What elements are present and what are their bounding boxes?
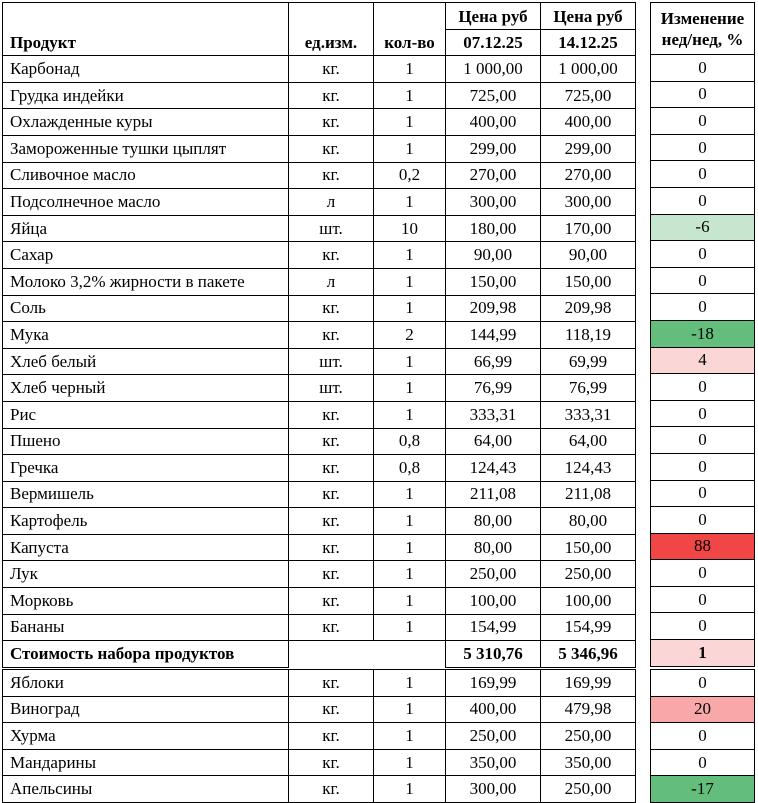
qty-cell: 1	[374, 588, 446, 615]
qty-cell: 1	[374, 696, 446, 723]
change-cell: 0	[651, 586, 755, 613]
change-cell: -6	[651, 214, 755, 241]
price2-cell: 76,99	[541, 375, 636, 402]
change-cell: 0	[651, 453, 755, 480]
total-label: Стоимость набора продуктов	[3, 641, 289, 668]
qty-cell: 1	[374, 534, 446, 561]
change-row	[651, 214, 755, 241]
change-cell: -18	[651, 320, 755, 347]
table-row	[3, 723, 636, 750]
unit-cell: кг.	[289, 508, 374, 535]
price2-cell: 90,00	[541, 242, 636, 269]
unit-cell: кг.	[289, 162, 374, 189]
table-row	[3, 561, 636, 588]
unit-cell: кг.	[289, 614, 374, 641]
fruits-table	[2, 669, 636, 803]
price2-cell: 209,98	[541, 295, 636, 322]
price2-cell: 250,00	[541, 776, 636, 803]
qty-cell: 1	[374, 401, 446, 428]
table-row	[3, 455, 636, 482]
change-cell: 0	[651, 507, 755, 534]
price1-cell: 90,00	[446, 242, 541, 269]
header-change	[651, 3, 755, 55]
change-cell: 0	[651, 560, 755, 587]
price1-cell: 400,00	[446, 109, 541, 136]
product-name: Бананы	[3, 614, 289, 641]
change-cell: 0	[651, 670, 755, 697]
change-row	[651, 347, 755, 374]
qty-cell: 1	[374, 242, 446, 269]
table-row	[3, 268, 636, 295]
price1-cell: 124,43	[446, 455, 541, 482]
qty-cell: 1	[374, 56, 446, 83]
change-row	[651, 507, 755, 534]
price1-cell: 66,99	[446, 348, 541, 375]
product-name: Подсолнечное масло	[3, 189, 289, 216]
price1-cell: 250,00	[446, 723, 541, 750]
unit-cell: л	[289, 268, 374, 295]
unit-cell: кг.	[289, 322, 374, 349]
qty-cell: 1	[374, 776, 446, 803]
change-cell: 0	[651, 134, 755, 161]
price2-cell: 300,00	[541, 189, 636, 216]
change-row	[651, 696, 755, 723]
price2-cell: 170,00	[541, 215, 636, 242]
change-row	[651, 187, 755, 214]
table-row	[3, 749, 636, 776]
price1-cell: 299,00	[446, 135, 541, 162]
qty-cell: 1	[374, 295, 446, 322]
change-row	[651, 560, 755, 587]
change-table	[650, 2, 755, 667]
qty-cell: 0,2	[374, 162, 446, 189]
unit-cell: л	[289, 189, 374, 216]
change-cell: -17	[651, 776, 755, 803]
price1-cell: 209,98	[446, 295, 541, 322]
price1-cell: 169,99	[446, 670, 541, 697]
change-cell: 0	[651, 81, 755, 108]
qty-cell: 1	[374, 348, 446, 375]
product-name: Капуста	[3, 534, 289, 561]
change-cell: 0	[651, 749, 755, 776]
qty-cell: 1	[374, 135, 446, 162]
price2-cell: 299,00	[541, 135, 636, 162]
table-row	[3, 375, 636, 402]
qty-cell: 1	[374, 614, 446, 641]
change-row	[651, 161, 755, 188]
price2-cell: 1 000,00	[541, 56, 636, 83]
qty-cell: 1	[374, 82, 446, 109]
table-row	[3, 588, 636, 615]
header-price2-label: Цена руб	[541, 3, 636, 30]
table-row	[3, 82, 636, 109]
table-row	[3, 135, 636, 162]
price1-cell: 1 000,00	[446, 56, 541, 83]
change-cell: 0	[651, 427, 755, 454]
change-row	[651, 108, 755, 135]
change-row	[651, 320, 755, 347]
product-name: Вермишель	[3, 481, 289, 508]
header-change-line1: Изменение	[660, 8, 745, 28]
product-name: Замороженные тушки цыплят	[3, 135, 289, 162]
header-qty: кол-во	[374, 3, 446, 56]
product-name: Молоко 3,2% жирности в пакете	[3, 268, 289, 295]
change-row	[651, 453, 755, 480]
product-name: Сливочное масло	[3, 162, 289, 189]
qty-cell: 0,8	[374, 428, 446, 455]
qty-cell: 1	[374, 481, 446, 508]
unit-cell: кг.	[289, 696, 374, 723]
price2-cell: 80,00	[541, 508, 636, 535]
unit-cell: кг.	[289, 109, 374, 136]
qty-cell: 1	[374, 109, 446, 136]
table-row	[3, 776, 636, 803]
price2-cell: 350,00	[541, 749, 636, 776]
change-row	[651, 533, 755, 560]
unit-cell: кг.	[289, 428, 374, 455]
product-name: Лук	[3, 561, 289, 588]
total-row	[3, 641, 636, 668]
qty-cell: 1	[374, 561, 446, 588]
change-cell: 20	[651, 696, 755, 723]
product-name: Охлажденные куры	[3, 109, 289, 136]
change-row	[651, 776, 755, 803]
price1-cell: 180,00	[446, 215, 541, 242]
qty-cell: 1	[374, 375, 446, 402]
price2-cell: 150,00	[541, 534, 636, 561]
price1-cell: 64,00	[446, 428, 541, 455]
unit-cell: кг.	[289, 481, 374, 508]
product-name: Яблоки	[3, 670, 289, 697]
change-cell: 0	[651, 480, 755, 507]
change-row	[651, 586, 755, 613]
product-name: Морковь	[3, 588, 289, 615]
unit-cell: кг.	[289, 588, 374, 615]
product-name: Хлеб белый	[3, 348, 289, 375]
price1-cell: 76,99	[446, 375, 541, 402]
unit-cell: шт.	[289, 215, 374, 242]
product-name: Сахар	[3, 242, 289, 269]
price1-cell: 80,00	[446, 508, 541, 535]
unit-cell: кг.	[289, 670, 374, 697]
qty-cell: 2	[374, 322, 446, 349]
header-price1-date: 07.12.25	[446, 29, 541, 56]
change-row	[651, 400, 755, 427]
price1-cell: 100,00	[446, 588, 541, 615]
price2-cell: 725,00	[541, 82, 636, 109]
change-header-row	[651, 3, 755, 55]
price2-cell: 124,43	[541, 455, 636, 482]
table-row	[3, 348, 636, 375]
change-cell: 0	[651, 241, 755, 268]
price2-cell: 69,99	[541, 348, 636, 375]
table-row	[3, 428, 636, 455]
price1-cell: 350,00	[446, 749, 541, 776]
table-row	[3, 242, 636, 269]
table-row	[3, 670, 636, 697]
change-row	[651, 81, 755, 108]
price1-cell: 300,00	[446, 776, 541, 803]
fruits-change-table	[650, 669, 755, 803]
price2-cell: 100,00	[541, 588, 636, 615]
change-cell: 0	[651, 400, 755, 427]
unit-cell: кг.	[289, 749, 374, 776]
product-name: Мука	[3, 322, 289, 349]
product-name: Карбонад	[3, 56, 289, 83]
price1-cell: 250,00	[446, 561, 541, 588]
price2-cell: 150,00	[541, 268, 636, 295]
price2-cell: 400,00	[541, 109, 636, 136]
product-name: Пшено	[3, 428, 289, 455]
price1-cell: 270,00	[446, 162, 541, 189]
product-name: Хурма	[3, 723, 289, 750]
table-row	[3, 215, 636, 242]
change-row	[651, 723, 755, 750]
unit-cell: шт.	[289, 348, 374, 375]
unit-cell: кг.	[289, 82, 374, 109]
price2-cell: 211,08	[541, 481, 636, 508]
unit-cell: кг.	[289, 723, 374, 750]
price2-cell: 64,00	[541, 428, 636, 455]
change-cell: 0	[651, 267, 755, 294]
change-cell: 0	[651, 374, 755, 401]
total-change: 1	[651, 640, 755, 667]
change-cell: 88	[651, 533, 755, 560]
table-row	[3, 295, 636, 322]
qty-cell: 1	[374, 508, 446, 535]
product-name: Апельсины	[3, 776, 289, 803]
price2-cell: 154,99	[541, 614, 636, 641]
price2-cell: 250,00	[541, 723, 636, 750]
price1-cell: 333,31	[446, 401, 541, 428]
change-row	[651, 480, 755, 507]
change-row	[651, 749, 755, 776]
price2-cell: 479,98	[541, 696, 636, 723]
unit-cell: кг.	[289, 135, 374, 162]
unit-cell: шт.	[289, 375, 374, 402]
unit-cell: кг.	[289, 455, 374, 482]
table-row	[3, 534, 636, 561]
price1-cell: 725,00	[446, 82, 541, 109]
unit-cell: кг.	[289, 295, 374, 322]
total-price1: 5 310,76	[446, 641, 541, 668]
change-row	[651, 427, 755, 454]
price2-cell: 333,31	[541, 401, 636, 428]
header-price2-date: 14.12.25	[541, 29, 636, 56]
product-name: Мандарины	[3, 749, 289, 776]
change-cell: 0	[651, 108, 755, 135]
product-name: Грудка индейки	[3, 82, 289, 109]
product-name: Рис	[3, 401, 289, 428]
table-row	[3, 189, 636, 216]
product-name: Соль	[3, 295, 289, 322]
qty-cell: 1	[374, 749, 446, 776]
table-row	[3, 56, 636, 83]
table-row	[3, 322, 636, 349]
unit-cell: кг.	[289, 56, 374, 83]
price2-cell: 118,19	[541, 322, 636, 349]
change-row	[651, 294, 755, 321]
header-price1-label: Цена руб	[446, 3, 541, 30]
unit-cell: кг.	[289, 561, 374, 588]
total-empty-qty	[374, 641, 446, 668]
header-row-top	[3, 3, 636, 30]
change-row	[651, 613, 755, 640]
unit-cell: кг.	[289, 534, 374, 561]
product-name: Картофель	[3, 508, 289, 535]
change-cell: 0	[651, 187, 755, 214]
change-row	[651, 267, 755, 294]
header-product: Продукт	[3, 3, 289, 56]
price2-cell: 169,99	[541, 670, 636, 697]
change-cell: 0	[651, 55, 755, 82]
change-row	[651, 670, 755, 697]
price1-cell: 300,00	[446, 189, 541, 216]
products-table	[2, 2, 636, 668]
price2-cell: 270,00	[541, 162, 636, 189]
price2-cell: 250,00	[541, 561, 636, 588]
table-row	[3, 109, 636, 136]
total-change-row	[651, 640, 755, 667]
change-cell: 0	[651, 723, 755, 750]
table-row	[3, 508, 636, 535]
change-cell: 0	[651, 161, 755, 188]
table-row	[3, 481, 636, 508]
total-price2: 5 346,96	[541, 641, 636, 668]
table-row	[3, 614, 636, 641]
unit-cell: кг.	[289, 401, 374, 428]
product-name: Хлеб черный	[3, 375, 289, 402]
price1-cell: 211,08	[446, 481, 541, 508]
price1-cell: 144,99	[446, 322, 541, 349]
change-row	[651, 134, 755, 161]
change-cell: 4	[651, 347, 755, 374]
total-empty-unit	[289, 641, 374, 668]
qty-cell: 1	[374, 268, 446, 295]
change-cell: 0	[651, 294, 755, 321]
table-row	[3, 401, 636, 428]
product-name: Виноград	[3, 696, 289, 723]
change-cell: 0	[651, 613, 755, 640]
qty-cell: 0,8	[374, 455, 446, 482]
product-name: Гречка	[3, 455, 289, 482]
table-row	[3, 162, 636, 189]
change-row	[651, 55, 755, 82]
table-row	[3, 696, 636, 723]
unit-cell: кг.	[289, 242, 374, 269]
unit-cell: кг.	[289, 776, 374, 803]
qty-cell: 1	[374, 723, 446, 750]
header-change-line2: нед/нед, %	[661, 29, 744, 49]
change-row	[651, 241, 755, 268]
price1-cell: 80,00	[446, 534, 541, 561]
product-name: Яйца	[3, 215, 289, 242]
qty-cell: 1	[374, 670, 446, 697]
qty-cell: 1	[374, 189, 446, 216]
qty-cell: 10	[374, 215, 446, 242]
price1-cell: 400,00	[446, 696, 541, 723]
price1-cell: 154,99	[446, 614, 541, 641]
header-unit: ед.изм.	[289, 3, 374, 56]
change-row	[651, 374, 755, 401]
price1-cell: 150,00	[446, 268, 541, 295]
